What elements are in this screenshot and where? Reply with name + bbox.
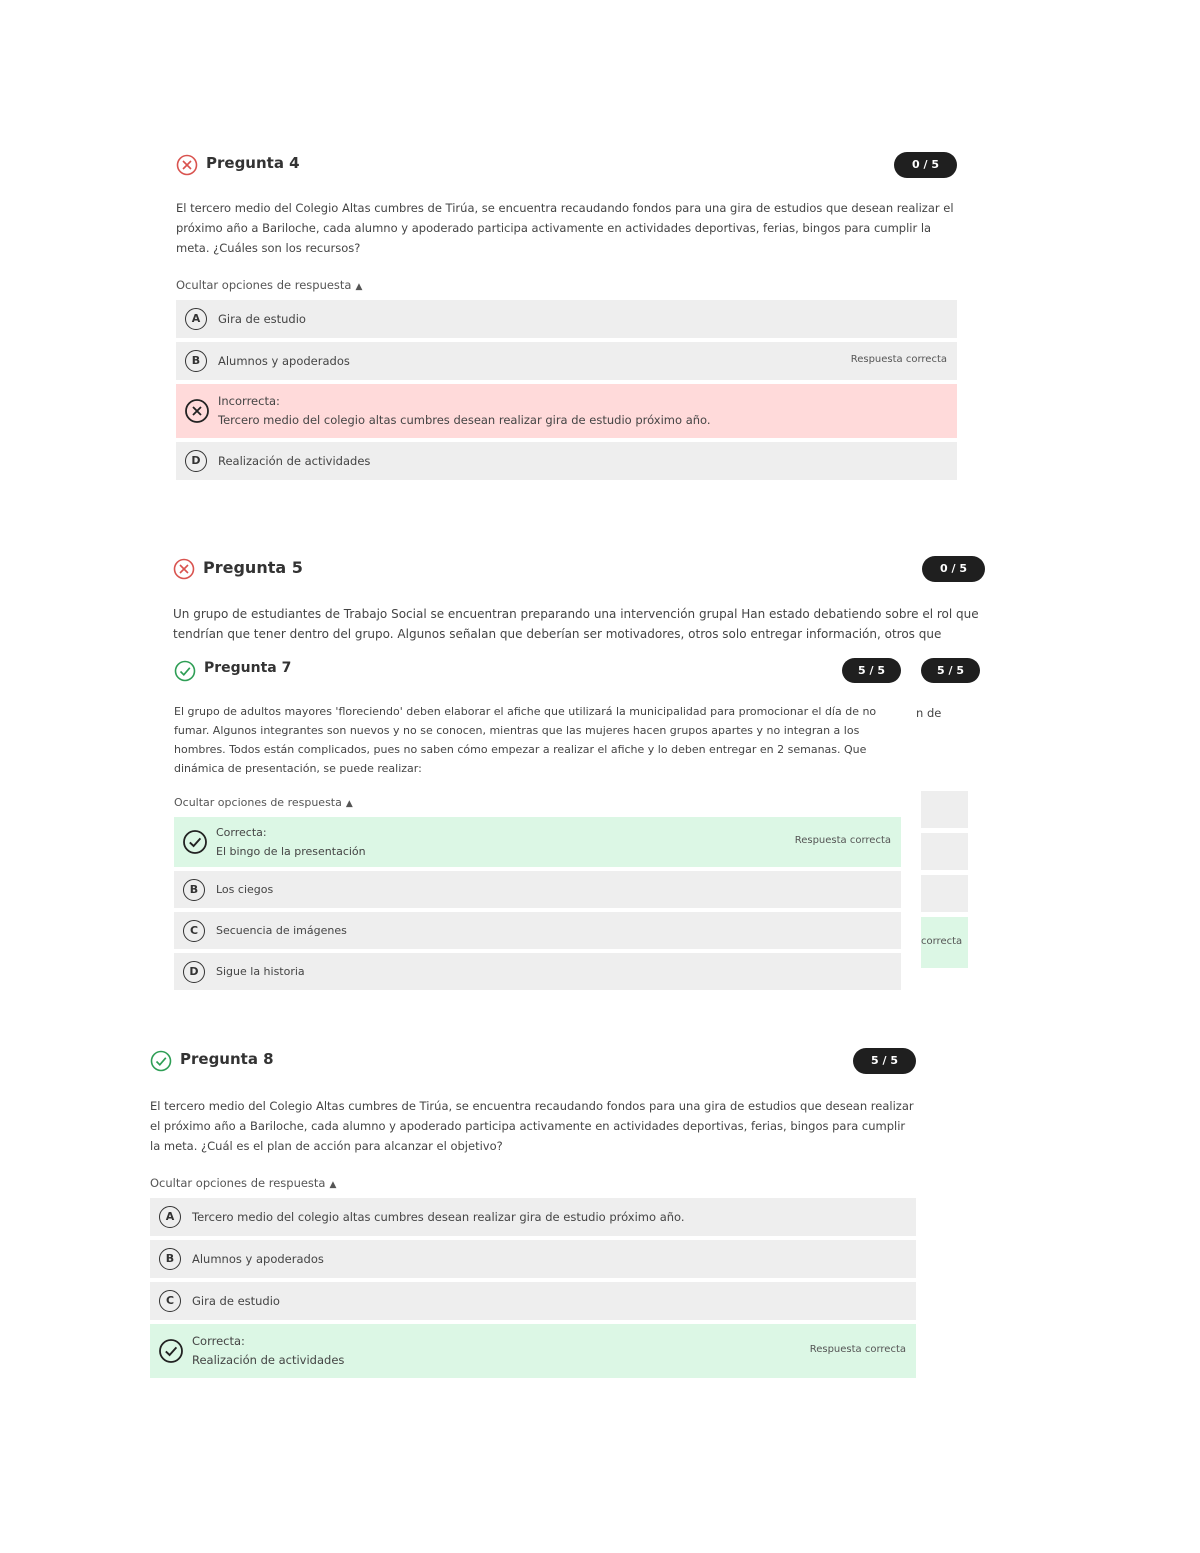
overlap-option-strip	[921, 833, 968, 870]
question-header	[176, 152, 957, 180]
answer-option-a[interactable]	[176, 300, 957, 338]
correct-answer-tag: Respuesta correcta	[850, 354, 947, 365]
correct-icon	[150, 1050, 172, 1072]
incorrect-icon	[176, 154, 198, 176]
option-text: Los ciegos	[216, 883, 274, 896]
option-letter: B	[183, 879, 205, 901]
option-letter: B	[185, 350, 207, 372]
score-badge: 5 / 5	[842, 658, 901, 683]
correct-mark-icon	[158, 1338, 184, 1364]
question-5	[173, 556, 985, 646]
option-letter: D	[185, 450, 207, 472]
question-4	[176, 152, 957, 484]
toggle-label: Ocultar opciones de respuesta	[176, 278, 352, 292]
answer-option-b[interactable]	[176, 342, 957, 380]
answer-option-d[interactable]	[176, 442, 957, 480]
question-7	[174, 658, 901, 1000]
option-text: Realización de actividades	[218, 454, 371, 468]
answer-option-b[interactable]	[174, 871, 901, 908]
question-text: El tercero medio del Colegio Altas cumbres de Tirúa, se encuentra recaudando fondos para una gira de estudios que desean realizar el próximo año a Bariloche, cada alumno y apoderado participa activamente en actividades deportivas, ferias, bingos para cumplir la meta. ¿Cuáles son los recursos?	[176, 201, 954, 255]
option-letter: A	[159, 1206, 181, 1228]
option-text: Tercero medio del colegio altas cumbres desean realizar gira de estudio próximo año.	[218, 413, 711, 427]
overlap-score-badge: 5 / 5	[921, 658, 980, 683]
chevron-up-icon: ▲	[355, 282, 363, 292]
option-text: Alumnos y apoderados	[218, 354, 350, 368]
overlap-option-strip	[921, 875, 968, 912]
option-status-label: Correcta:	[216, 826, 267, 839]
chevron-up-icon: ▲	[345, 799, 353, 809]
chevron-up-icon: ▲	[329, 1180, 337, 1190]
answer-option-a-selected-correct[interactable]	[174, 817, 901, 867]
option-text: Tercero medio del colegio altas cumbres desean realizar gira de estudio próximo año.	[192, 1210, 685, 1224]
overlap-option-strip	[921, 791, 968, 828]
correct-icon	[174, 660, 196, 682]
option-text: Sigue la historia	[216, 965, 305, 978]
option-letter: C	[183, 920, 205, 942]
option-text: Alumnos y apoderados	[192, 1252, 324, 1266]
answer-option-c[interactable]	[150, 1282, 916, 1320]
incorrect-icon	[173, 558, 195, 580]
score-badge: 0 / 5	[894, 152, 957, 178]
option-text: Realización de actividades	[192, 1353, 345, 1367]
option-letter: B	[159, 1248, 181, 1270]
option-status-label: Correcta:	[192, 1334, 245, 1348]
toggle-label: Ocultar opciones de respuesta	[150, 1176, 326, 1190]
correct-mark-icon	[182, 829, 208, 855]
question-header	[174, 658, 901, 686]
option-text: Secuencia de imágenes	[216, 924, 347, 937]
question-title: Pregunta 7	[204, 660, 292, 676]
question-title: Pregunta 8	[180, 1050, 274, 1068]
answer-option-d-selected-correct[interactable]	[150, 1324, 916, 1378]
score-badge: 5 / 5	[853, 1048, 916, 1074]
answer-option-c[interactable]	[174, 912, 901, 949]
answer-option-a[interactable]	[150, 1198, 916, 1236]
hide-options-toggle[interactable]	[176, 278, 957, 292]
question-title: Pregunta 5	[203, 558, 303, 577]
answer-option-c-selected-incorrect[interactable]	[176, 384, 957, 438]
option-letter: D	[183, 961, 205, 983]
option-text: Gira de estudio	[192, 1294, 280, 1308]
question-header	[150, 1048, 916, 1076]
question-title: Pregunta 4	[206, 154, 300, 172]
question-text: El grupo de adultos mayores 'floreciendo' deben elaborar el afiche que utilizará la municipalidad para promocionar el día de no fumar. Algunos integrantes son nuevos y no se conocen, mientras que las mujeres hacen grupos apartes y no integran a los hombres. Todos están complicados, pues no saben cómo empezar a realizar el afiche y lo deben entregar en 2 semanas. Que dinámica de presentación, se puede realizar:	[174, 705, 877, 775]
option-letter: A	[185, 308, 207, 330]
answer-option-b[interactable]	[150, 1240, 916, 1278]
toggle-label: Ocultar opciones de respuesta	[174, 796, 342, 809]
hide-options-toggle[interactable]	[174, 796, 901, 809]
question-text: Un grupo de estudiantes de Trabajo Social se encuentran preparando una intervención grupal Han estado debatiendo sobre el rol que tendrían que tener dentro del grupo. Algunos señalan que deberían ser motivadores, otros solo entregar información, otros que	[173, 607, 979, 641]
correct-answer-tag: Respuesta correcta	[794, 835, 891, 846]
question-header	[173, 556, 985, 584]
overlap-text-fragment: n de	[916, 706, 942, 720]
overlap-tag-fragment: correcta	[921, 936, 963, 947]
correct-answer-tag: Respuesta correcta	[809, 1344, 906, 1355]
option-status-label: Incorrecta:	[218, 394, 280, 408]
option-text: Gira de estudio	[218, 312, 306, 326]
question-8	[150, 1048, 916, 1382]
option-text: El bingo de la presentación	[216, 845, 366, 858]
score-badge: 0 / 5	[922, 556, 985, 582]
option-letter: C	[159, 1290, 181, 1312]
hide-options-toggle[interactable]	[150, 1176, 916, 1190]
question-text: El tercero medio del Colegio Altas cumbres de Tirúa, se encuentra recaudando fondos para una gira de estudios que desean realizar el próximo año a Bariloche, cada alumno y apoderado participa activamente en actividades deportivas, ferias, bingos para cumplir la meta. ¿Cuál es el plan de acción para alcanzar el objetivo?	[150, 1099, 914, 1153]
answer-option-d[interactable]	[174, 953, 901, 990]
incorrect-mark-icon	[184, 398, 210, 424]
